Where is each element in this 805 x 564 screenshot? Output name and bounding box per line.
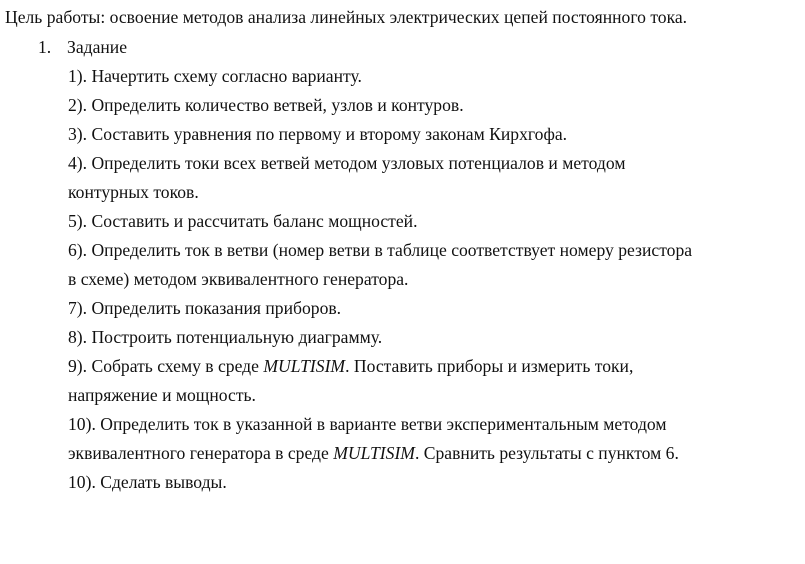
- task-text: 7). Определить показания приборов.: [68, 298, 342, 318]
- task-item-1: [5, 62, 805, 91]
- section-title: Задание: [67, 37, 128, 57]
- task-text: эквивалентного генератора в среде: [68, 443, 334, 463]
- task-text: . Поставить приборы и измерить токи,: [345, 356, 634, 376]
- task-text: 6). Определить ток в ветви (номер ветви в таблице соответствует номеру резистора: [68, 240, 693, 260]
- task-item-10: [5, 410, 805, 439]
- task-item-4: [5, 149, 805, 178]
- task-item-6: [5, 236, 805, 265]
- task-text: 1). Начертить схему согласно варианту.: [68, 66, 362, 86]
- task-text: контурных токов.: [68, 182, 199, 202]
- task-text: 9). Собрать схему в среде: [68, 356, 264, 376]
- task-text: 3). Составить уравнения по первому и второму законам Кирхгофа.: [68, 124, 568, 144]
- section-heading: [5, 33, 805, 62]
- task-text: 10). Сделать выводы.: [68, 472, 227, 492]
- goal-statement: Цель работы: освоение методов анализа линейных электрических цепей постоянного тока.: [5, 7, 688, 27]
- task-item-2: [5, 91, 805, 120]
- task-item-7: [5, 294, 805, 323]
- software-name: MULTISIM: [333, 443, 415, 463]
- task-text: . Сравнить результаты с пунктом 6.: [414, 443, 679, 463]
- task-item-11: [5, 468, 805, 497]
- task-item-6-continuation: [5, 265, 805, 294]
- software-name: MULTISIM: [263, 356, 346, 376]
- task-item-3: [5, 120, 805, 149]
- task-item-10-continuation: [5, 439, 805, 468]
- task-text: 8). Построить потенциальную диаграмму.: [68, 327, 383, 347]
- task-item-9-continuation: [5, 381, 805, 410]
- task-text: в схеме) методом эквивалентного генератора.: [68, 269, 409, 289]
- task-text: напряжение и мощность.: [68, 385, 256, 405]
- task-item-5: [5, 207, 805, 236]
- task-item-8: [5, 323, 805, 352]
- task-text: 10). Определить ток в указанной в варианте ветви экспериментальным методом: [68, 414, 667, 434]
- section-number: 1.: [38, 37, 52, 57]
- task-text: 4). Определить токи всех ветвей методом узловых потенциалов и методом: [68, 153, 626, 173]
- task-item-4-continuation: [5, 178, 805, 207]
- task-text: 5). Составить и рассчитать баланс мощностей.: [68, 211, 418, 231]
- task-text: 2). Определить количество ветвей, узлов и контуров.: [68, 95, 464, 115]
- task-item-9: [5, 352, 805, 381]
